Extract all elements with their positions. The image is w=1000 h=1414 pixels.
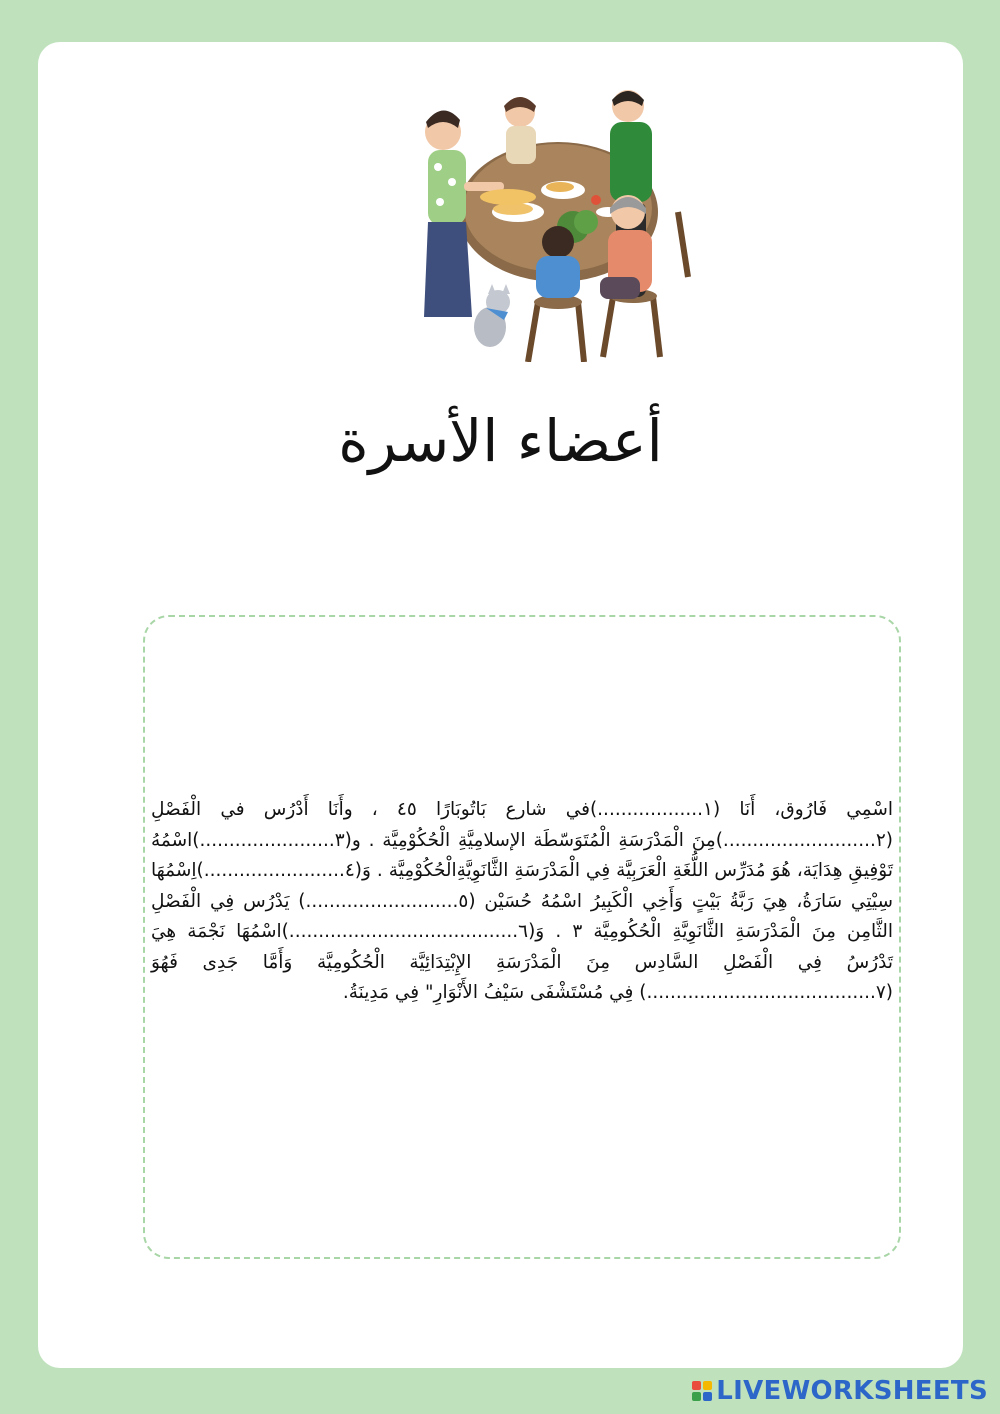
liveworksheets-logo-icon xyxy=(692,1381,712,1401)
worksheet-page xyxy=(38,42,963,1368)
reading-text-box xyxy=(143,615,901,1259)
brand-name: LIVEWORKSHEETS xyxy=(716,1376,988,1406)
family-dinner-illustration xyxy=(388,62,718,362)
page-title: أعضاء الأسرة xyxy=(338,407,663,475)
footer-branding xyxy=(692,1376,988,1406)
reading-paragraph: اسْمِي فَارُوق، أَنَا (١..................)في شارع بَاتُوبَارًا ٤٥ ، وأَنَا أَدْرُس في الْفَصْلِ (٢..........................)مِنَ الْمَدْرَسَةِ الْمُتَوَسّطَة الإسلامِيَّةِ الْحُكُوْمِيَّة . و(٣.......................)اسْمُهُ تَوْفِيقِ هِدَايَة، هُوَ مُدَرِّس اللُّغَةِ الْعَرَبِيَّة فِي الْمَدْرَسَةِ الثَّانَوِيَّةِالْحُكُوْمِيَّة . وَ(٤........................)اِسْمُهَا سِيْتِي سَارَةُ، هِيَ رَبَّةُ بَيْتٍ وَأَخِي الْكَبِيرُ اسْمُهُ حُسَيْن (٥..........................) يَدْرُس فِي الْفَصْلِ الثَّامِن مِنَ الْمَدْرَسَةِ الثَّانَوِيَّةِ الْحُكُومِيَّة ٣ . وَ(٦.......................................)اسْمُهَا نَجْمَة هِيَ تَدْرُسُ فِي الْفَصْلِ السَّادِس مِنَ الْمَدْرَسَةِ الإِبْتِدَائِيَّة الْحُكُومِيَّة وَأَمَّا جَدِى فَهُوَ (٧.......................................) فِي مُسْتَشْفَى سَيْفُ الأَنْوَارِ" فِي مَدِينَةُ. xyxy=(151,799,894,1003)
